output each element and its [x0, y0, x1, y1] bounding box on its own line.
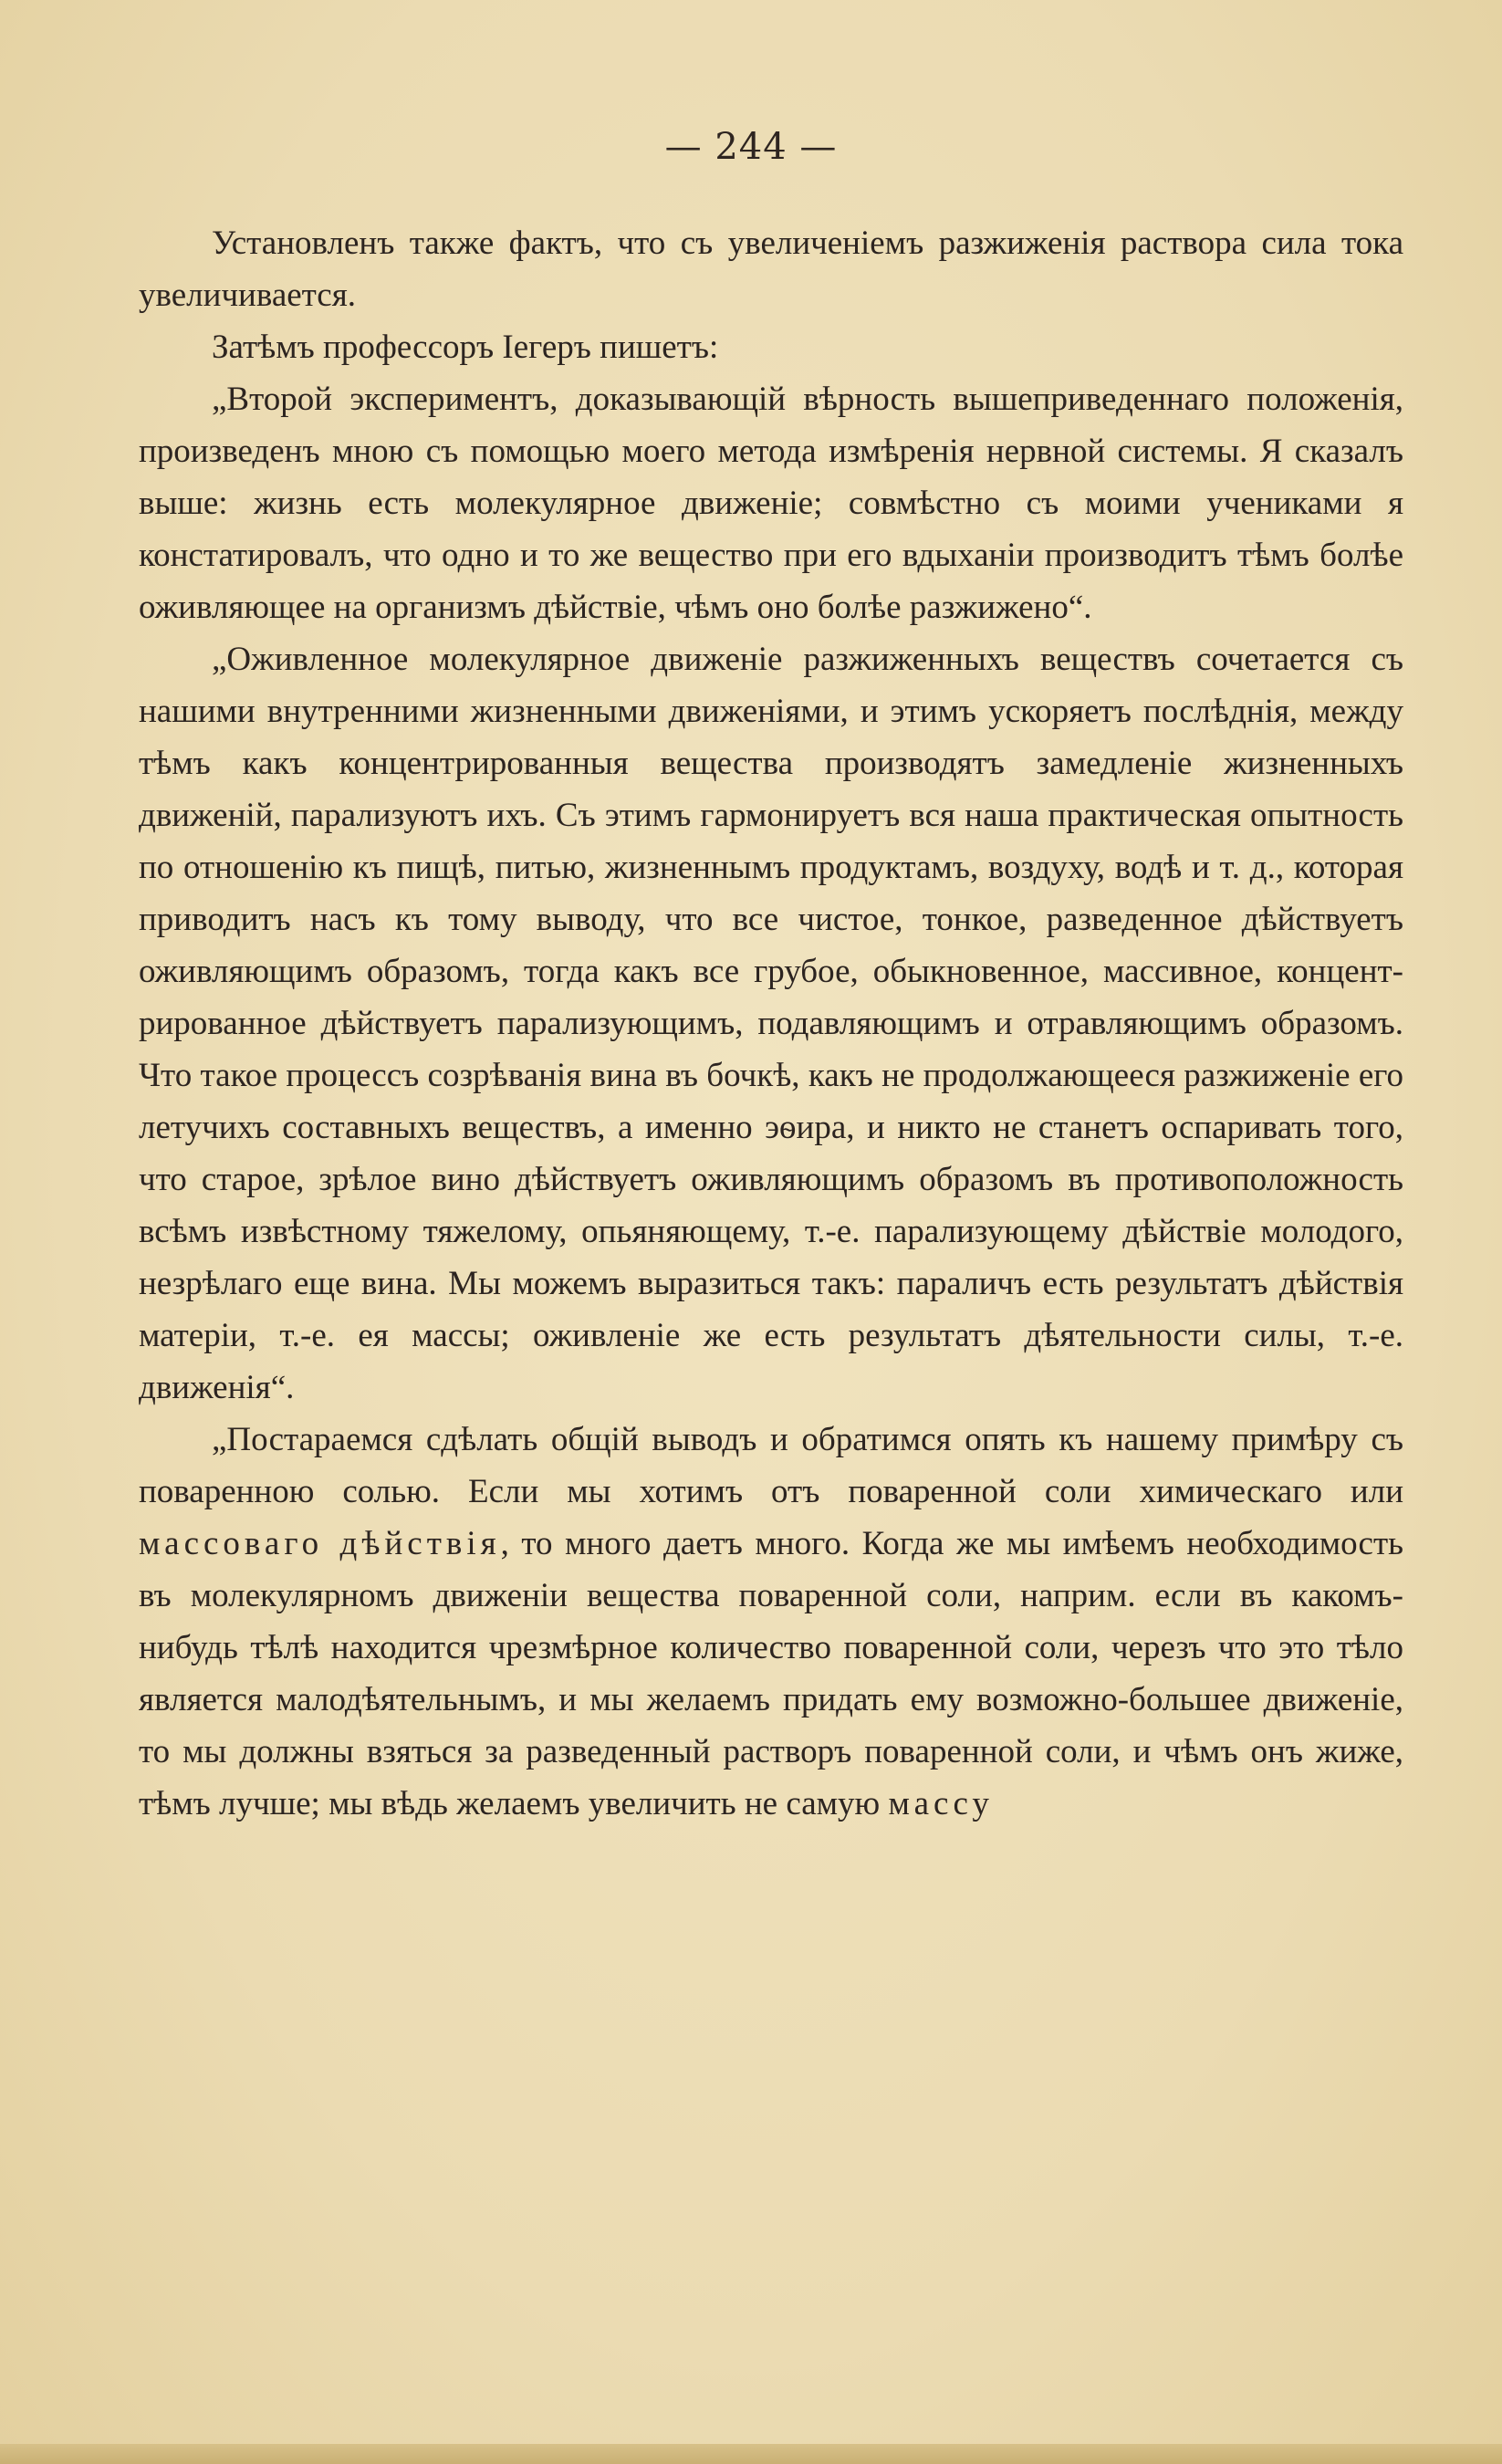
paragraph: Установленъ также фактъ, что съ увеличенiемъ разжиженiя раствора сила тока увеличивается.	[139, 224, 1403, 314]
spaced-emphasis: массоваго дѣйствiя	[139, 1525, 501, 1562]
paragraph: „Оживленное молекулярное движенiе разжиженныхъ веществъ сочетается съ нашими внутренними жизненными движенiями, и этимъ ускоряетъ послѣднiя, между тѣмъ какъ концентрированныя вещества производятъ замедленiе жизненныхъ движенiй, парализуютъ ихъ. Съ этимъ гармонируетъ вся наша практическая опытность по отношенiю къ пищѣ, питью, жизненнымъ продуктамъ, воздуху, водѣ и т. д., которая приводитъ насъ къ тому выводу, что все чистое, тонкое, разведенное дѣйствуетъ оживляющимъ образомъ, тогда какъ все грубое, обыкновенное, массивное, концентрированное дѣйствуетъ парализующимъ, подавляющимъ и отравляющимъ образомъ. Что такое процессъ созрѣванiя вина въ бочкѣ, какъ не продолжающееся разжиженiе его летучихъ составныхъ веществъ, а именно эѳира, и никто не станетъ оспаривать того, что старое, зрѣлое вино дѣйствуетъ оживляющимъ образомъ въ противоположность всѣмъ извѣстному тяжелому, опьяняющему, т.-е. парализующему дѣйствiе молодого, незрѣлаго еще вина. Мы можемъ выразиться такъ: параличъ есть результатъ дѣйствiя матерiи, т.-е. ея массы; оживленiе же есть результатъ дѣятельности силы, т.-е. движенiя“.	[139, 641, 1403, 1406]
paragraph: „Второй экспериментъ, доказывающiй вѣрность вышеприведеннаго положенiя, произведенъ мною съ помощью моего метода измѣренiя нервной системы. Я сказалъ выше: жизнь есть молекулярное движенiе; совмѣстно съ моими учениками я констатировалъ, что одно и то же вещество при его вдыханiи производитъ тѣмъ болѣе оживляющее на организмъ дѣйствiе, чѣмъ оно болѣе разжижено“.	[139, 381, 1403, 626]
page-number: — 244 —	[664, 126, 838, 168]
paragraph-text: , то много даетъ много. Когда же мы имѣемъ необходимость въ молекулярномъ движенiи вещества поваренной соли, наприм. если въ какомъ-нибудь тѣлѣ находится чрезмѣрное количество поваренной соли, черезъ что это тѣло является малодѣятельнымъ, и мы желаемъ придать ему возможно-большее движенiе, то мы должны взяться за разведенный растворъ поваренной соли, и чѣмъ онъ жиже, тѣмъ лучше; мы вѣдь желаемъ увеличить не самую	[139, 1525, 1403, 1822]
page-edge	[0, 2444, 1502, 2464]
paragraph-text: „Постараемся сдѣлать общiй выводъ и обратимся опять къ нашему примѣру съ поваренною солью. Если мы хотимъ отъ поваренной соли химическаго или	[139, 1421, 1403, 1510]
spaced-emphasis: массу	[888, 1785, 994, 1822]
paragraph: Затѣмъ профессоръ Iегеръ пишетъ:	[212, 329, 719, 366]
body-text	[139, 217, 1403, 1830]
paragraph-last	[139, 1414, 1403, 1830]
